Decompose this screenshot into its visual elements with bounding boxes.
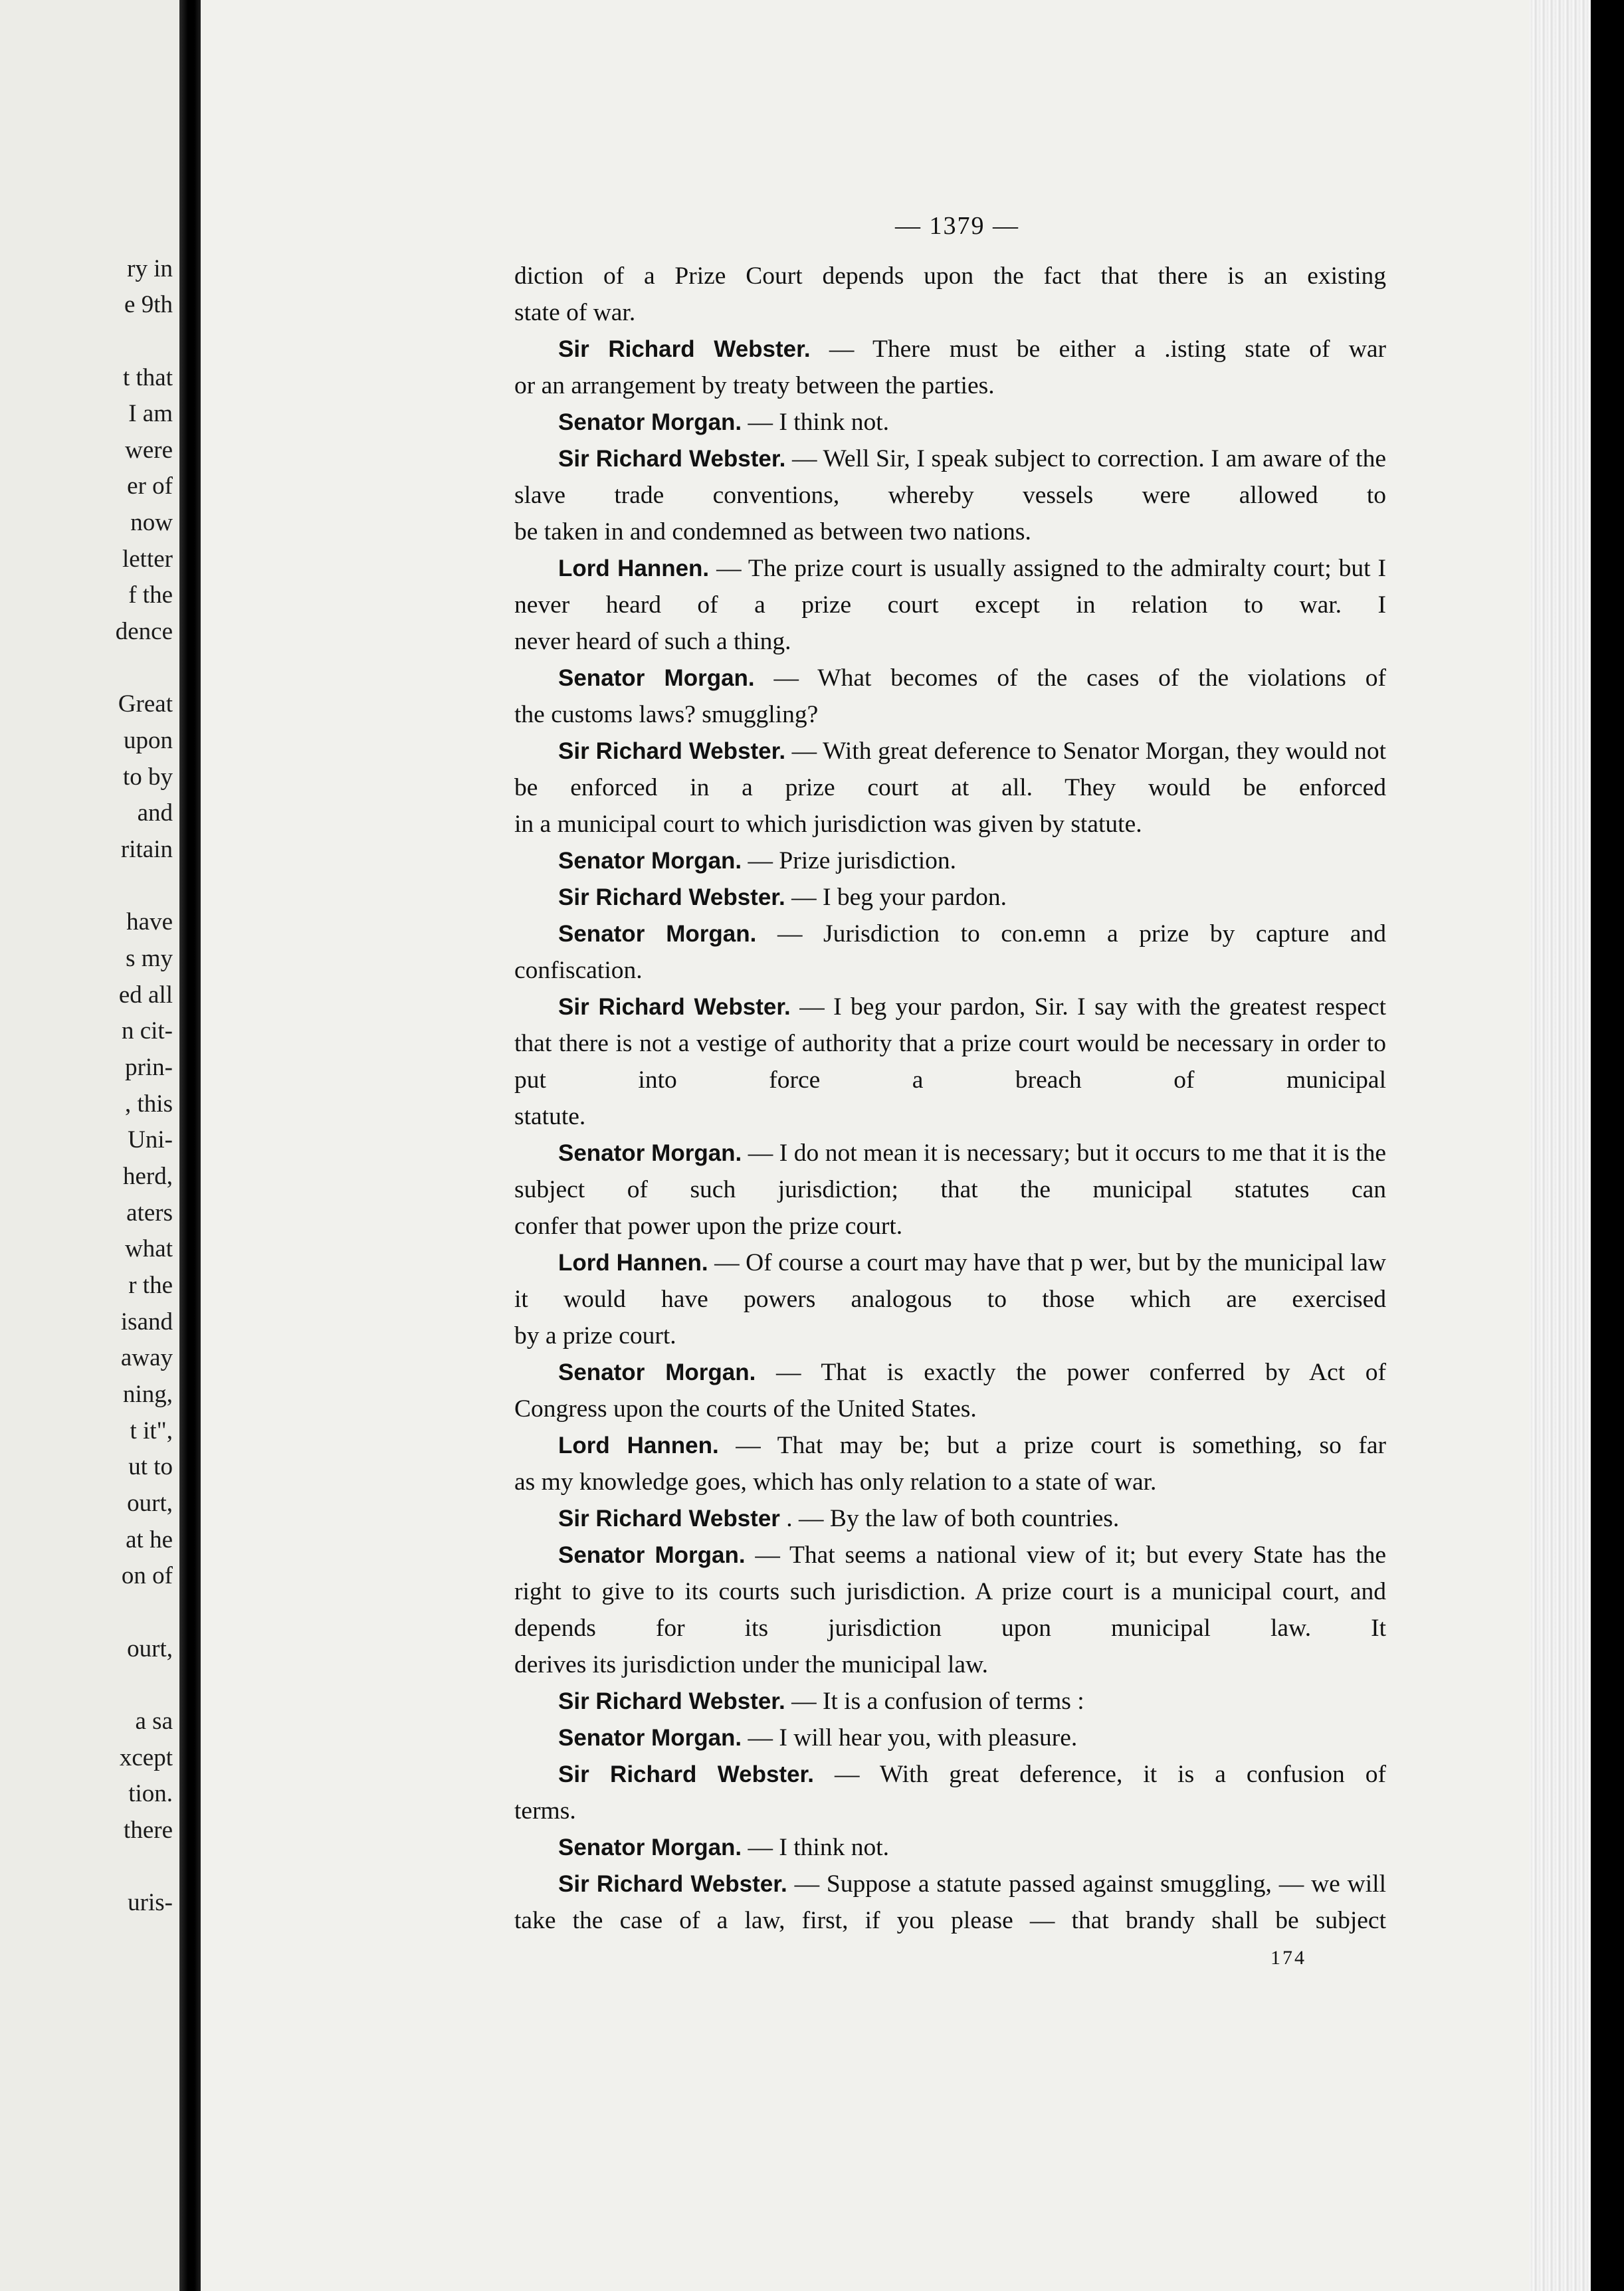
transcript-paragraph	[514, 404, 1386, 441]
transcript-paragraph	[514, 441, 1386, 550]
book-page	[201, 0, 1530, 2291]
transcript-paragraph	[514, 1245, 1386, 1354]
facing-page-line: ut to	[128, 1453, 173, 1480]
signature-mark: 174	[1270, 1947, 1306, 1969]
speaker-name: Senator Morgan.	[558, 665, 755, 691]
facing-page-line: letter	[122, 546, 173, 573]
transcript-text	[514, 258, 1386, 1939]
paragraph-text: — That seems a national view of it; but every State has the right to give to its courts such jurisdiction. A prize court is a municipal court, and depends for its jurisdiction upon municipal law. It	[514, 1542, 1387, 1642]
facing-page-line: t that	[122, 364, 173, 391]
transcript-paragraph	[514, 1756, 1386, 1829]
speaker-name: Lord Hannen.	[558, 555, 710, 581]
speaker-name: Sir Richard Webster.	[558, 1761, 814, 1787]
transcript-paragraph	[514, 989, 1386, 1135]
paragraph-text: — That is exactly the power conferred by Act of	[775, 1359, 1387, 1386]
facing-page-line: at he	[126, 1526, 173, 1553]
facing-page-line: dence	[115, 618, 173, 645]
paragraph-last-line: be taken in and condemned as between two nations.	[514, 518, 1031, 546]
speaker-name: Sir Richard Webster.	[558, 336, 811, 362]
transcript-paragraph	[514, 331, 1386, 404]
paragraph-text: diction of a Prize Court depends upon the fact that there is an existing	[514, 262, 1386, 290]
facing-page-fragment	[0, 0, 179, 2291]
facing-page-line: ourt,	[127, 1635, 173, 1662]
facing-page-line: and	[137, 799, 173, 827]
facing-page-line: Great	[118, 690, 173, 718]
paragraph-text: — With great deference, it is a confusion of	[834, 1761, 1386, 1788]
paragraph-last-line: state of war.	[514, 299, 636, 326]
paragraph-text: — I do not mean it is necessary; but it occurs to me that it is the subject of such jurisdiction; that the municipal statutes can	[514, 1140, 1387, 1203]
speaker-name: Sir Richard Webster	[558, 1506, 780, 1532]
paragraph-last-line: — It is a confusion of terms :	[791, 1688, 1084, 1715]
speaker-name: Lord Hannen.	[558, 1250, 708, 1276]
paragraph-last-line: terms.	[514, 1797, 576, 1825]
paragraph-text: — Jurisdiction to con.emn a prize by capture and	[777, 920, 1386, 947]
facing-page-line: t it",	[130, 1417, 173, 1444]
book-gutter	[179, 0, 201, 2291]
speaker-name: Senator Morgan.	[558, 1542, 746, 1568]
facing-page-line: Uni-	[128, 1126, 173, 1153]
facing-page-line: have	[126, 908, 173, 936]
paragraph-last-line: statute.	[514, 1103, 586, 1130]
paragraph-last-line: by a prize court.	[514, 1322, 676, 1349]
paragraph-last-line: derives its jurisdiction under the municipal law.	[514, 1651, 989, 1678]
scan-border	[1591, 0, 1624, 2291]
transcript-paragraph	[514, 550, 1386, 660]
facing-page-line: isand	[120, 1308, 173, 1336]
facing-page-line: er of	[127, 472, 173, 500]
speaker-name: Senator Morgan.	[558, 1140, 742, 1166]
paragraph-last-line: the customs laws? smuggling?	[514, 701, 819, 728]
paragraph-text: — With great deference to Senator Morgan, they would not be enforced in a prize court at all. They would be enforced	[514, 738, 1386, 801]
facing-page-line: what	[125, 1235, 173, 1262]
paragraph-last-line: never heard of such a thing.	[514, 628, 791, 655]
transcript-paragraph	[514, 1866, 1386, 1939]
transcript-paragraph	[514, 1537, 1386, 1683]
speaker-name: Senator Morgan.	[558, 1725, 742, 1751]
facing-page-line: n cit-	[121, 1017, 173, 1045]
transcript-paragraph	[514, 916, 1386, 989]
transcript-paragraph	[514, 879, 1386, 916]
paragraph-last-line: as my knowledge goes, which has only relation to a state of war.	[514, 1468, 1157, 1496]
paragraph-text: — What becomes of the cases of the violations of	[773, 664, 1386, 692]
transcript-paragraph	[514, 843, 1386, 879]
paragraph-last-line: — I beg your pardon.	[791, 884, 1007, 911]
speaker-name: Sir Richard Webster.	[558, 994, 791, 1020]
speaker-name: Sir Richard Webster.	[558, 738, 786, 764]
paragraph-text: — Well Sir, I speak subject to correction. I am aware of the slave trade conventions, whereby vessels were allowed to	[514, 445, 1386, 509]
facing-page-line: to by	[122, 763, 173, 791]
paragraph-last-line: Congress upon the courts of the United States.	[514, 1395, 977, 1423]
facing-page-line: ry in	[127, 255, 173, 282]
facing-page-line: I am	[128, 400, 173, 427]
facing-page-line: ourt,	[127, 1490, 173, 1517]
speaker-name: Sir Richard Webster.	[558, 1871, 787, 1897]
transcript-paragraph	[514, 733, 1386, 843]
transcript-paragraph	[514, 1500, 1386, 1537]
facing-page-line: now	[130, 509, 173, 536]
speaker-name: Senator Morgan.	[558, 1359, 756, 1385]
facing-page-line: prin-	[125, 1054, 173, 1081]
facing-page-line: ed all	[118, 981, 173, 1009]
speaker-name: Senator Morgan.	[558, 1835, 742, 1860]
paragraph-last-line: confer that power upon the prize court.	[514, 1213, 903, 1240]
facing-page-line: on of	[121, 1562, 173, 1589]
speaker-name: Sir Richard Webster.	[558, 1688, 785, 1714]
transcript-paragraph	[514, 1829, 1386, 1866]
transcript-paragraph	[514, 1135, 1386, 1245]
paragraph-text: — There must be either a .isting state of war	[829, 336, 1386, 363]
paragraph-last-line: — I will hear you, with pleasure.	[748, 1724, 1078, 1751]
transcript-paragraph	[514, 660, 1386, 733]
facing-page-line: uris-	[128, 1889, 173, 1916]
paragraph-last-line: confiscation.	[514, 957, 643, 984]
facing-page-line: , this	[125, 1090, 173, 1118]
paragraph-last-line: — Prize jurisdiction.	[748, 847, 957, 874]
facing-page-line: herd,	[123, 1163, 173, 1190]
facing-page-line: xcept	[119, 1744, 173, 1771]
page-number: — 1379 —	[895, 212, 1019, 240]
facing-page-line: aters	[126, 1199, 173, 1227]
speaker-name: Lord Hannen.	[558, 1433, 719, 1458]
facing-page-line: e 9th	[124, 291, 173, 318]
page-stack-edge	[1530, 0, 1591, 2291]
facing-page-line: s my	[126, 945, 173, 972]
facing-page-line: ritain	[120, 836, 173, 863]
paragraph-text: — Of course a court may have that p wer, but by the municipal law it would have powers analogous to those which are exercised	[514, 1249, 1386, 1313]
speaker-name: Sir Richard Webster.	[558, 446, 786, 472]
facing-page-line: away	[120, 1344, 173, 1371]
paragraph-text: — That may be; but a prize court is something, so far	[736, 1432, 1387, 1459]
paragraph-last-line: — I think not.	[748, 1834, 890, 1861]
speaker-name: Senator Morgan.	[558, 848, 742, 874]
paragraph-text: — I beg your pardon, Sir. I say with the greatest respect that there is not a vestige of authority that a prize court would be necessary in order to put into force a breach of municipal	[514, 993, 1387, 1094]
paragraph-text: — Suppose a statute passed against smuggling, — we will take the case of a law, first, if you please — that brandy shall be subject	[514, 1870, 1386, 1934]
paragraph-last-line: . — By the law of both countries.	[786, 1505, 1120, 1532]
paragraph-last-line: or an arrangement by treaty between the parties.	[514, 372, 995, 399]
speaker-name: Senator Morgan.	[558, 409, 742, 435]
facing-page-line: ning,	[122, 1381, 173, 1408]
facing-page-line: tion.	[128, 1780, 173, 1807]
speaker-name: Sir Richard Webster.	[558, 884, 785, 910]
transcript-paragraph	[514, 1354, 1386, 1427]
facing-page-line: were	[125, 437, 173, 464]
transcript-paragraph	[514, 1683, 1386, 1720]
paragraph-text: — The prize court is usually assigned to the admiralty court; but I never heard of a prize court except in relation to war. I	[514, 555, 1386, 619]
facing-page-line: a sa	[135, 1708, 173, 1735]
facing-page-line: there	[124, 1817, 173, 1844]
paragraph-last-line: in a municipal court to which jurisdiction was given by statute.	[514, 811, 1142, 838]
facing-page-line: r the	[128, 1272, 173, 1299]
paragraph-last-line: — I think not.	[748, 409, 890, 436]
facing-page-line: f the	[128, 581, 173, 609]
speaker-name: Senator Morgan.	[558, 921, 757, 947]
transcript-paragraph	[514, 1720, 1386, 1756]
transcript-paragraph	[514, 1427, 1386, 1500]
transcript-paragraph	[514, 258, 1386, 331]
facing-page-line: upon	[124, 727, 173, 754]
